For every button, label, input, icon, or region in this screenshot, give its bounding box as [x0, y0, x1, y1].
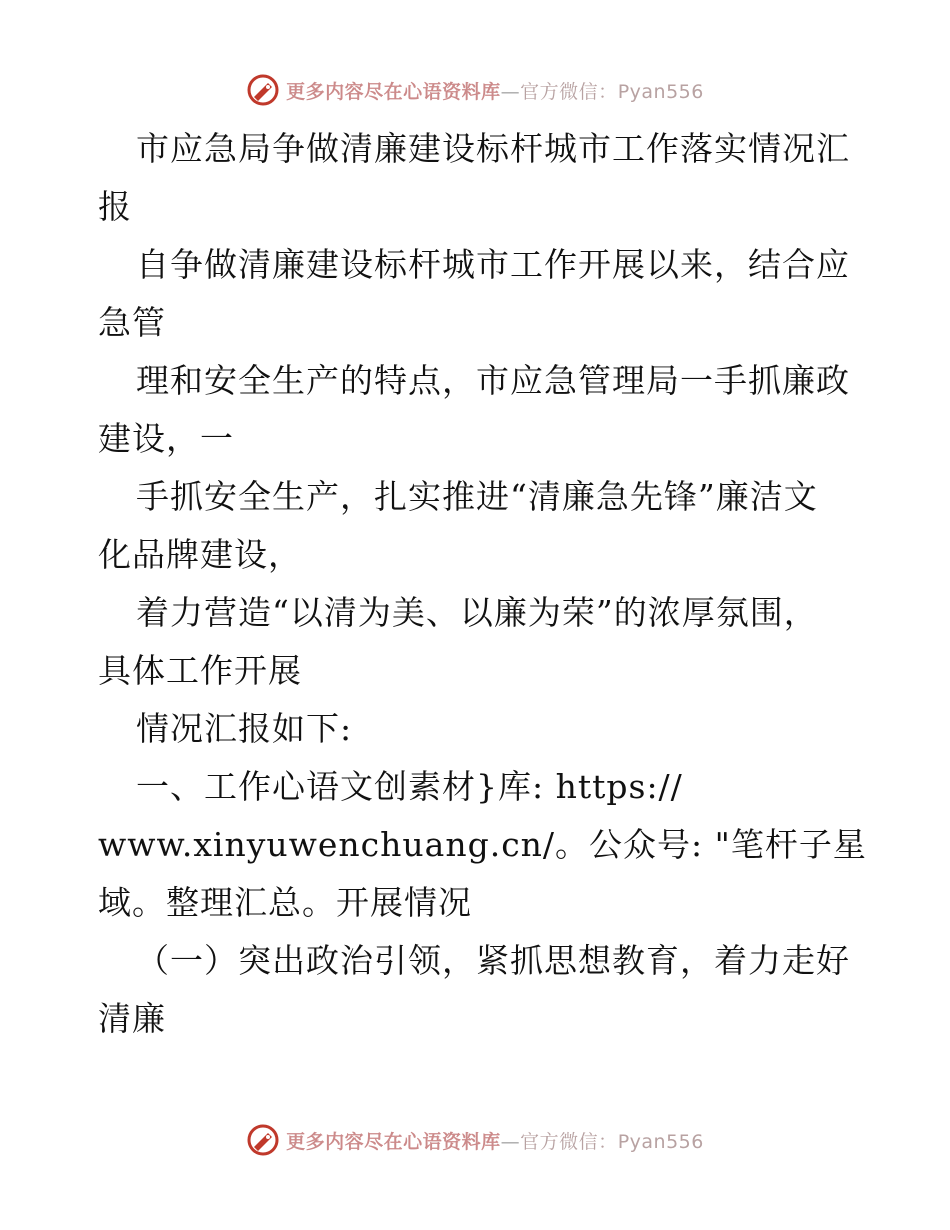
pen-nib-logo-icon: [246, 73, 280, 107]
subsection-heading-line: （一）突出政治引领，紧抓思想教育，着力走好: [136, 941, 850, 980]
paragraph-line: 建设，一: [98, 419, 234, 458]
paragraph-line: 域。整理汇总。开展情况: [98, 883, 472, 922]
header-watermark: [0, 70, 950, 110]
section-heading-line: 一、工作心语文创素材}库: https://: [136, 767, 683, 806]
watermark-brand: 更多内容尽在心语资料库: [286, 80, 501, 103]
watermark-separator: —: [500, 80, 521, 103]
watermark-account-id: Pyan556: [617, 80, 704, 103]
footer-watermark: [0, 1120, 950, 1160]
paragraph-line: 急管: [98, 303, 166, 342]
paragraph-line: 情况汇报如下:: [136, 709, 353, 748]
watermark-account-label: 官方微信：: [520, 1130, 618, 1153]
document-title-line-2: 报: [98, 187, 132, 226]
watermark-text: [286, 1127, 704, 1154]
watermark-account-label: 官方微信：: [520, 80, 618, 103]
paragraph-line: 手抓安全生产，扎实推进“清廉急先锋”廉洁文: [136, 477, 818, 516]
document-body: [98, 120, 867, 1048]
watermark-separator: —: [500, 1130, 521, 1153]
document-title-line-1: 市应急局争做清廉建设标杆城市工作落实情况汇: [136, 129, 850, 168]
watermark-brand: 更多内容尽在心语资料库: [286, 1130, 501, 1153]
paragraph-line: 化品牌建设，: [98, 535, 302, 574]
url-line: www.xinyuwenchuang.cn/。公众号: "笔杆子星: [98, 825, 867, 864]
pen-nib-logo-icon: [246, 1123, 280, 1157]
watermark-text: [286, 77, 704, 104]
watermark-account-id: Pyan556: [617, 1130, 704, 1153]
paragraph-line: 理和安全生产的特点，市应急管理局一手抓廉政: [136, 361, 850, 400]
paragraph-line: 自争做清廉建设标杆城市工作开展以来，结合应: [136, 245, 850, 284]
paragraph-line: 着力营造“以清为美、以廉为荣”的浓厚氛围，: [136, 593, 818, 632]
paragraph-line: 具体工作开展: [98, 651, 302, 690]
paragraph-line: 清廉: [98, 999, 166, 1038]
